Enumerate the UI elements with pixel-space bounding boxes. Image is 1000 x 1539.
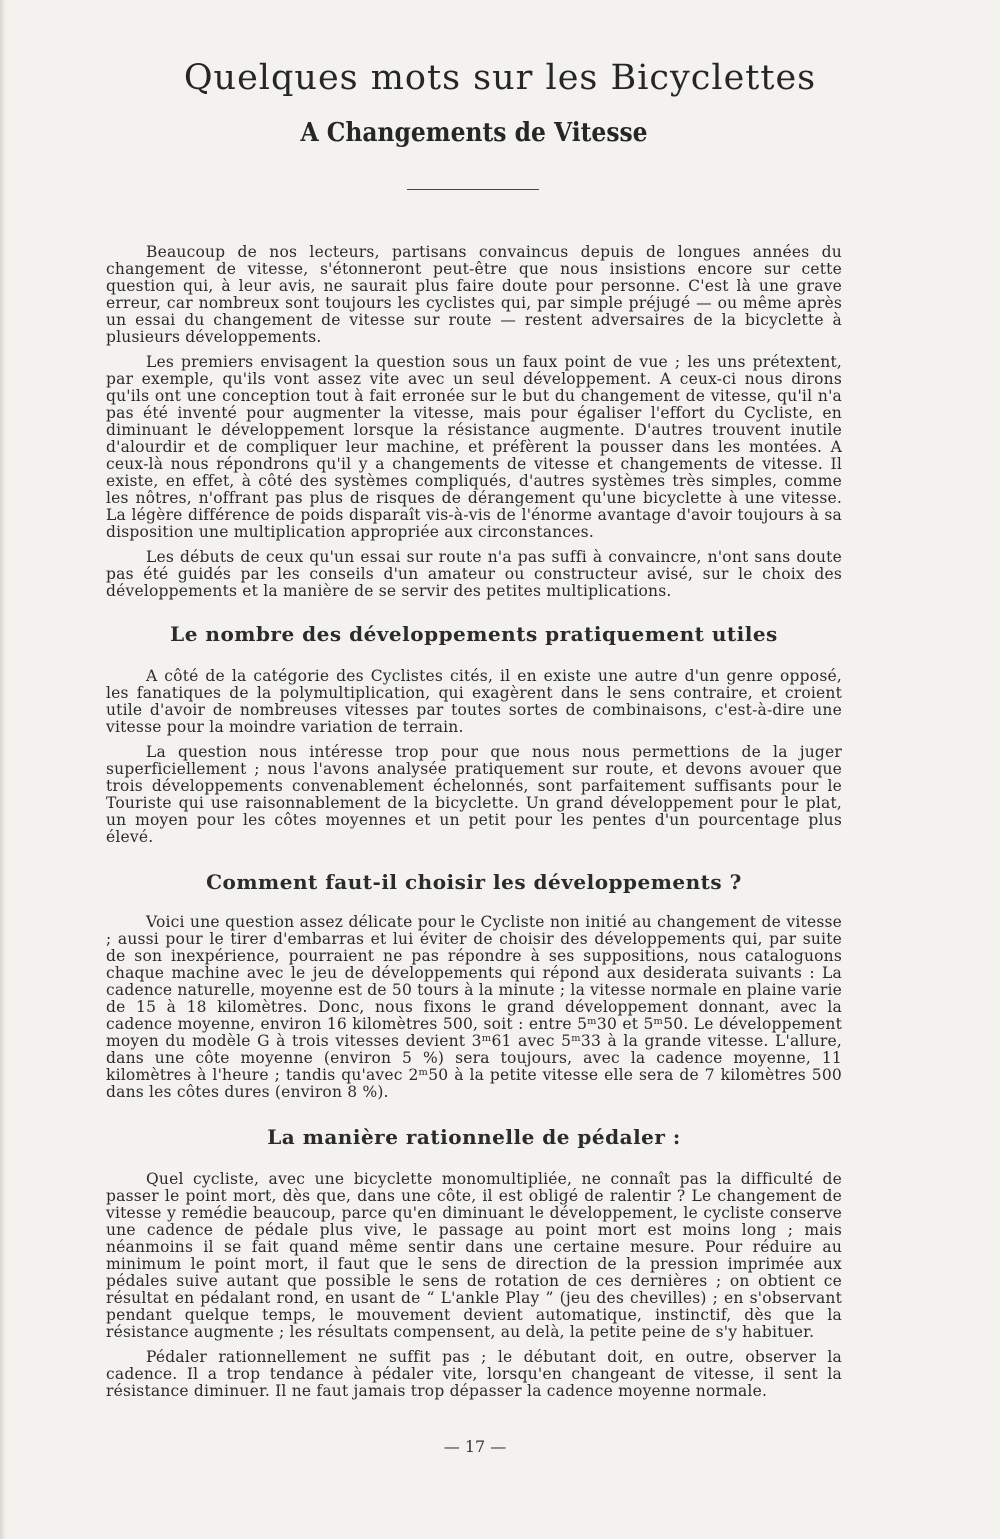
section3-paragraph-1: Quel cycliste, avec une bicyclette monomultipliée, ne connaît pas la difficulté de passer le point mort, dès que, dans une côte, il est obligé de ralentir ? Le changement de vitesse y remédie beaucoup, parce qu'en diminuant le développement, le cycliste conserve une cadence de pédale plus vive, le passage au point mort est moins long ; mais néanmoins il se fait quand même sentir dans une certaine mesure. Pour réduire au minimum le point mort, il faut que le sens de direction de la pression imprimée aux pédales suive autant que possible le sens de rotation de ces dernières ; on obtient ce résultat en pédalant rond, en usant de “ L'ankle Play ” (jeu des chevilles) ; en s'observant pendant quelque temps, le mouvement devient automatique, instinctif, dès que la résistance augmente ; les résultats compensent, au delà, la petite peine de s'y habituer.	[106, 1170, 842, 1341]
section2-paragraph-1: Voici une question assez délicate pour le Cycliste non initié au changement de vitesse ; aussi pour le tirer d'embarras et lui éviter de choisir des développements qui, par suite de son inexpérience, pourraient ne pas répondre à ses suppositions, nous cataloguons chaque machine avec le jeu de développements qui répond aux desiderata suivants : La cadence naturelle, moyenne est de 50 tours à la minute ; la vitesse normale en plaine varie de 15 à 18 kilomètres. Donc, nous fixons le grand développement donnant, avec la cadence moyenne, environ 16 kilomètres 500, soit : entre 5ᵐ30 et 5ᵐ50. Le développement moyen du modèle G à trois vitesses devient 3ᵐ61 avec 5ᵐ33 à la grande vitesse. L'allure, dans une côte moyenne (environ 5 %) sera toujours, avec la cadence moyenne, 11 kilomètres à l'heure ; tandis qu'avec 2ᵐ50 à la petite vitesse elle sera de 7 kilomètres 500 dans les côtes dures (environ 8 %).	[106, 913, 842, 1101]
page-subtitle: A Changements de Vitesse	[300, 118, 648, 148]
intro-paragraph-2: Les premiers envisagent la question sous un faux point de vue ; les uns prétextent, par exemple, qu'ils vont assez vite avec un seul développement. A ceux-ci nous dirons qu'ils ont une conception tout à fait erronée sur le but du changement de vitesse, qu'il n'a pas été inventé pour augmenter la vitesse, mais pour égaliser l'effort du Cycliste, en diminuant le développement lorsque la résistance augmente. D'autres trouvent inutile d'alourdir et de compliquer leur machine, et préfèrent la pousser dans les montées. A ceux-là nous répondrons qu'il y a changements de vitesse et changements de vitesse. Il existe, en effet, à côté des systèmes compliqués, d'autres systèmes très simples, comme les nôtres, n'offrant pas plus de risques de dérangement qu'une bicyclette à une vitesse. La légère différence de poids disparaît vis-à-vis de l'énorme avantage d'avoir toujours à sa disposition une multiplication appropriée aux circonstances.	[106, 353, 842, 541]
page-title: Quelques mots sur les Bicyclettes	[183, 58, 817, 98]
section-heading-choisir-developpements: Comment faut-il choisir les développements ?	[206, 870, 742, 894]
section1-paragraph-1: A côté de la catégorie des Cyclistes cités, il en existe une autre d'un genre opposé, les fanatiques de la polymultiplication, qui exagèrent dans le sens contraire, et croient utile d'avoir de nombreuses vitesses par toutes sortes de combinaisons, c'est-à-dire une vitesse pour la moindre variation de terrain.	[106, 667, 842, 736]
page-number: — 17 —	[443, 1437, 507, 1456]
intro-paragraph-3: Les débuts de ceux qu'un essai sur route n'a pas suffi à convaincre, n'ont sans doute pas été guidés par les conseils d'un amateur ou constructeur avisé, sur le choix des développements et la manière de se servir des petites multiplications.	[106, 548, 842, 600]
section-heading-maniere-pedaler: La manière rationnelle de pédaler :	[267, 1125, 681, 1149]
page-edge	[0, 0, 6, 1539]
section1-paragraph-2: La question nous intéresse trop pour que nous nous permettions de la juger superficiellement ; nous l'avons analysée pratiquement sur route, et devons avouer que trois développements convenablement échelonnés, sont parfaitement suffisants pour le Touriste qui use raisonnablement de la bicyclette. Un grand développement pour le plat, un moyen pour les côtes moyennes et un petit pour les pentes d'un pourcentage plus élevé.	[106, 743, 842, 846]
section3-paragraph-2: Pédaler rationnellement ne suffit pas ; le débutant doit, en outre, observer la cadence. Il a trop tendance à pédaler vite, lorsqu'en changeant de vitesse, il sent la résistance diminuer. Il ne faut jamais trop dépasser la cadence moyenne normale.	[106, 1348, 842, 1400]
section-heading-developpements-utiles: Le nombre des développements pratiquement utiles	[170, 622, 778, 646]
intro-paragraph-1: Beaucoup de nos lecteurs, partisans convaincus depuis de longues années du changement de vitesse, s'étonneront peut-être que nous insistions encore sur cette question qui, à leur avis, ne saurait plus faire doute pour personne. C'est là une grave erreur, car nombreux sont toujours les cyclistes qui, par simple préjugé — ou même après un essai du changement de vitesse sur route — restent adversaires de la bicyclette à plusieurs développements.	[106, 243, 842, 346]
title-divider	[407, 189, 539, 190]
article-body	[106, 244, 842, 1408]
